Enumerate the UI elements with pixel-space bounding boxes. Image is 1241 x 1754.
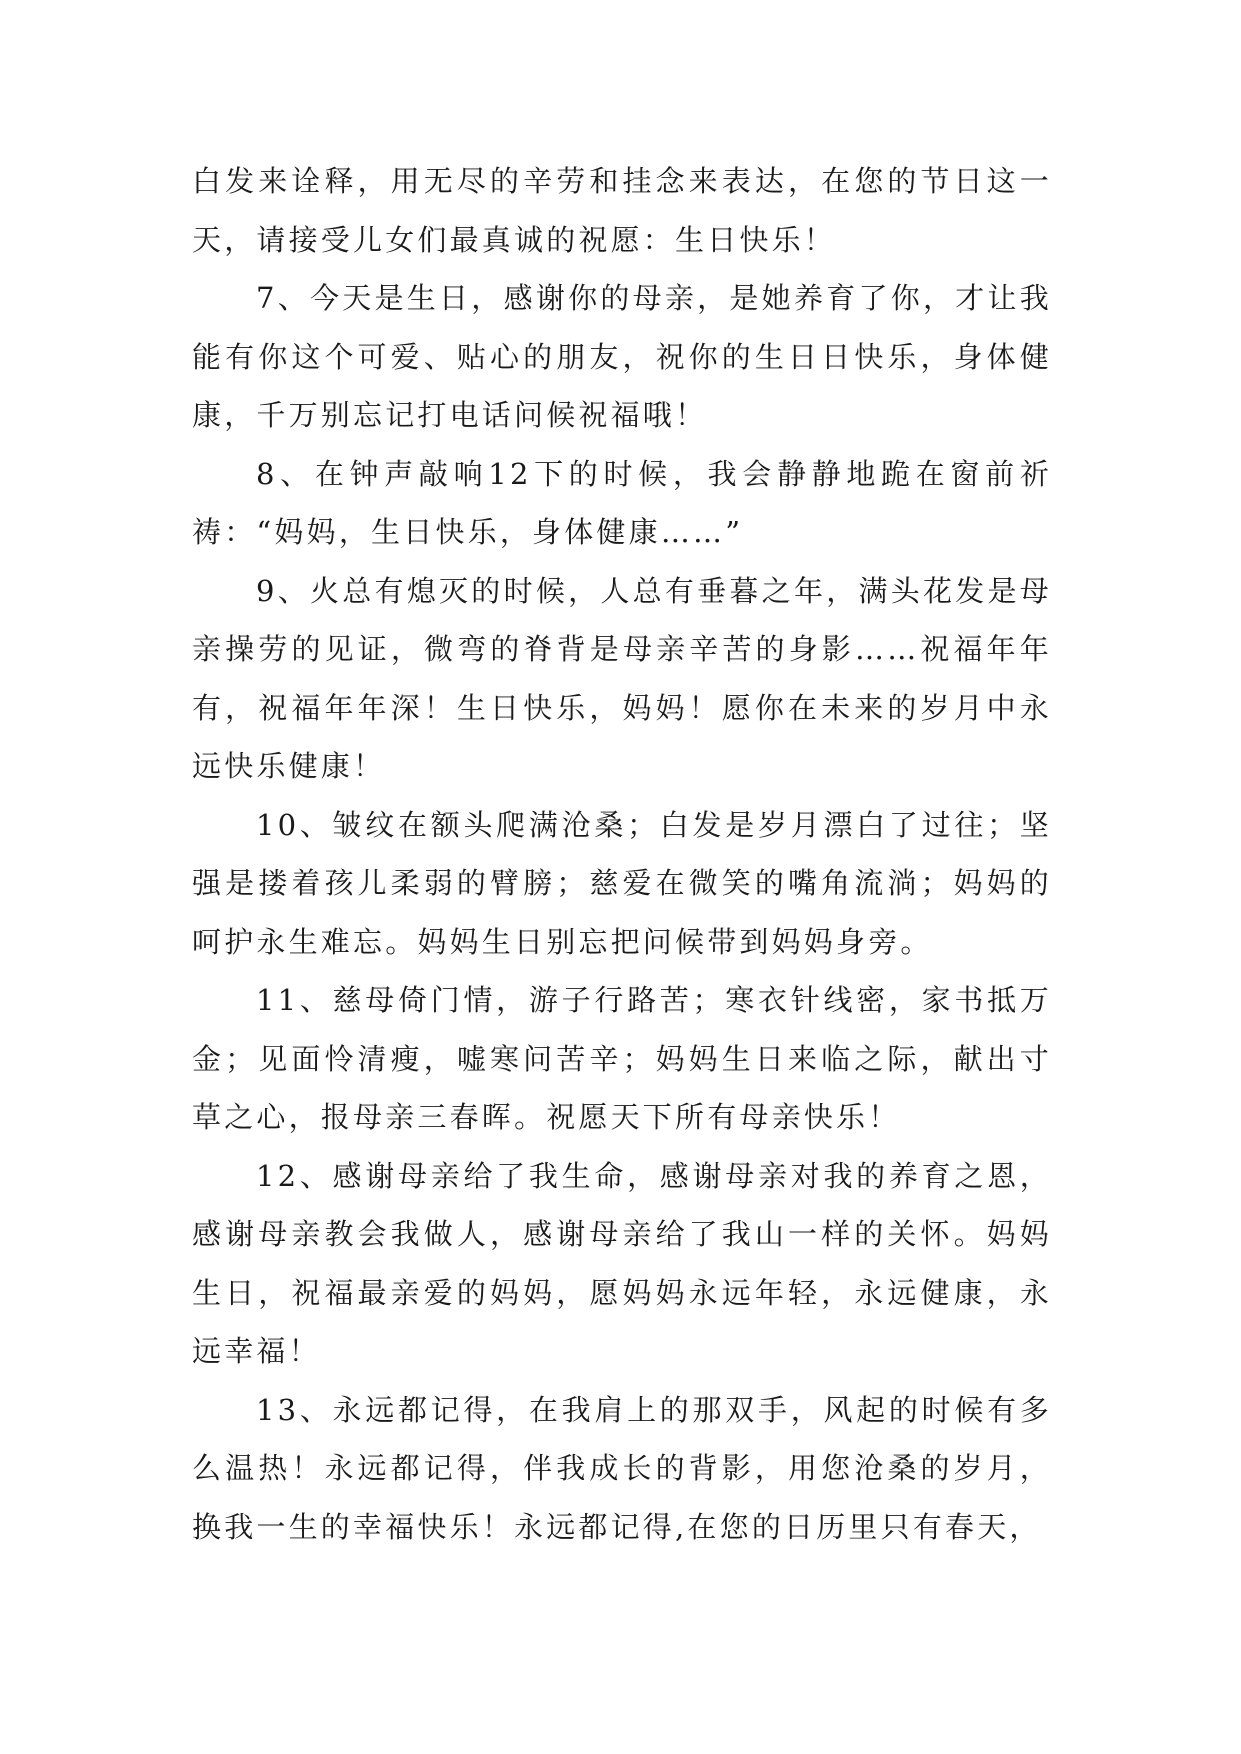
- paragraph-item-12: 12、感谢母亲给了我生命，感谢母亲对我的养育之恩，感谢母亲教会我做人，感谢母亲给了我山一样的关怀。妈妈生日，祝福最亲爱的妈妈，愿妈妈永远年轻，永远健康，永远幸福！: [192, 1158, 1052, 1368]
- paragraph-item-8: 8、在钟声敲响12下的时候，我会静静地跪在窗前祈祷：“妈妈，生日快乐，身体健康……”: [192, 456, 1052, 549]
- paragraph-item-13: 13、永远都记得，在我肩上的那双手，风起的时候有多么温热！永远都记得，伴我成长的背影，用您沧桑的岁月，换我一生的幸福快乐！永远都记得,在您的日历里只有春天，: [192, 1392, 1052, 1544]
- paragraph-item-9: 9、火总有熄灭的时候，人总有垂暮之年，满头花发是母亲操劳的见证，微弯的脊背是母亲辛苦的身影……祝福年年有，祝福年年深！生日快乐，妈妈！愿你在未来的岁月中永远快乐健康！: [192, 573, 1052, 783]
- paragraph-item-7: 7、今天是生日，感谢你的母亲，是她养育了你，才让我能有你这个可爱、贴心的朋友，祝你的生日日快乐，身体健康，千万别忘记打电话问候祝福哦！: [192, 281, 1052, 432]
- paragraph-item-10: 10、皱纹在额头爬满沧桑；白发是岁月漂白了过往；坚强是搂着孩儿柔弱的臂膀；慈爱在微笑的嘴角流淌；妈妈的呵护永生难忘。妈妈生日别忘把问候带到妈妈身旁。: [192, 807, 1052, 959]
- document-body: [192, 152, 1052, 1556]
- paragraph-item-11: 11、慈母倚门情，游子行路苦；寒衣针线密，家书抵万金；见面怜清瘦，嘘寒问苦辛；妈妈生日来临之际，献出寸草之心，报母亲三春晖。祝愿天下所有母亲快乐！: [192, 983, 1052, 1134]
- paragraph-intro-continuation: 白发来诠释，用无尽的辛劳和挂念来表达，在您的节日这一天，请接受儿女们最真诚的祝愿：生日快乐！: [192, 164, 1052, 257]
